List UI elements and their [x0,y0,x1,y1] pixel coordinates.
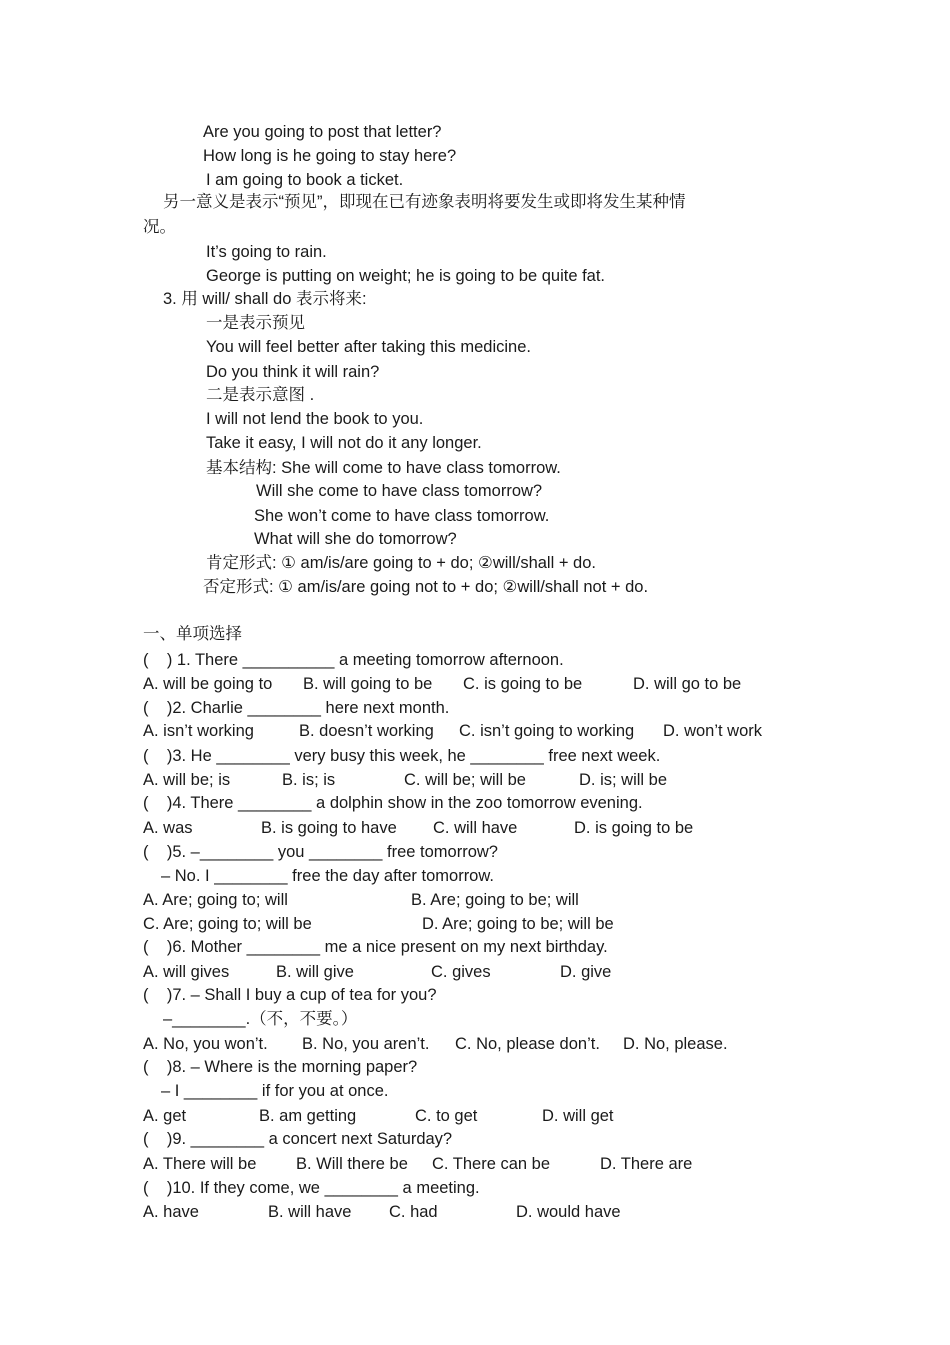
example-sentence: I am going to book a ticket. [206,171,404,189]
question-stem: ( )4. There ________ a dolphin show in the zoo tomorrow evening. [143,794,643,812]
example-sentence: How long is he going to stay here? [203,147,457,165]
question-stem: ( )6. Mother ________ me a nice present on my next birthday. [143,938,608,956]
option-d: D. will go to be [633,675,742,693]
option-c: C. gives [431,963,491,981]
answer-options [143,674,843,694]
answer-options [143,890,843,910]
option-a: A. will be going to [143,675,273,693]
question-stem-reply: –________.（不，不要。） [163,1010,358,1028]
question-stem: ( )10. If they come, we ________ a meeting. [143,1179,480,1197]
answer-options [143,962,843,982]
option-c: C. isn’t going to working [459,722,635,740]
answer-options [143,1034,843,1054]
option-d: D. won’t work [663,722,763,740]
option-c: C. had [389,1203,438,1221]
answer-options [143,1106,843,1126]
question-stem: ( )8. – Where is the morning paper? [143,1058,418,1076]
option-a: A. There will be [143,1155,257,1173]
example-sentence: Do you think it will rain? [206,363,380,381]
example-sentence: You will feel better after taking this medicine. [206,338,531,356]
option-d: D. give [560,963,612,981]
question-stem: ( )7. – Shall I buy a cup of tea for you? [143,986,437,1004]
option-b: B. will give [276,963,354,981]
answer-options [143,770,843,790]
option-c: C. Are; going to; will be [143,915,312,933]
option-b: B. Will there be [296,1155,408,1173]
option-c: C. will have [433,819,518,837]
option-c: C. There can be [432,1155,551,1173]
section-point-heading: 3. 用 will/ shall do 表示将来: [163,290,367,308]
answer-options [143,1202,843,1222]
question-stem: ( ) 1. There __________ a meeting tomorrow afternoon. [143,651,564,669]
option-b: B. will going to be [303,675,433,693]
note-text: 另一意义是表示“预见”，即现在已有迹象表明将要发生或即将发生某种情 [163,193,686,211]
option-a: A. No, you won’t. [143,1035,268,1053]
structure-line: 基本结构: She will come to have class tomorrow. [206,459,561,477]
option-d: D. would have [516,1203,621,1221]
option-b: B. is; is [282,771,336,789]
option-a: A. isn’t working [143,722,254,740]
negative-form: 否定形式: ① am/is/are going not to + do; ②will/shall not + do. [203,578,649,596]
option-a: A. get [143,1107,187,1125]
option-c: C. is going to be [463,675,583,693]
example-sentence: George is putting on weight; he is going to be quite fat. [206,267,606,285]
option-a: A. Are; going to; will [143,891,288,909]
option-b: B. No, you aren’t. [302,1035,430,1053]
sub-heading: 二是表示意图 . [206,386,315,404]
sub-heading: 一是表示预见 [206,314,305,332]
example-sentence: Take it easy, I will not do it any longer. [206,434,482,452]
question-stem: ( )5. –________ you ________ free tomorrow? [143,843,498,861]
option-d: D. is going to be [574,819,694,837]
question-stem: ( )2. Charlie ________ here next month. [143,699,450,717]
option-d: D. There are [600,1155,693,1173]
option-c: C. will be; will be [404,771,526,789]
option-c: C. No, please don’t. [455,1035,600,1053]
option-b: B. doesn’t working [299,722,434,740]
option-d: D. is; will be [579,771,668,789]
example-sentence: Are you going to post that letter? [203,123,442,141]
option-b: B. Are; going to be; will [411,891,579,909]
question-stem: ( )9. ________ a concert next Saturday? [143,1130,453,1148]
positive-form: 肯定形式: ① am/is/are going to + do; ②will/shall + do. [206,554,596,572]
option-c: C. to get [415,1107,478,1125]
option-a: A. will gives [143,963,230,981]
question-stem-reply: – I ________ if for you at once. [161,1082,389,1100]
note-text: 况。 [143,218,176,236]
option-b: B. am getting [259,1107,357,1125]
answer-options [143,721,843,741]
option-a: A. will be; is [143,771,231,789]
answer-options [143,818,843,838]
structure-line: Will she come to have class tomorrow? [256,482,543,500]
option-d: D. will get [542,1107,614,1125]
answer-options [143,1154,843,1174]
structure-line: What will she do tomorrow? [254,530,457,548]
answer-options [143,914,843,934]
option-d: D. Are; going to be; will be [422,915,614,933]
option-b: B. is going to have [261,819,397,837]
example-sentence: It’s going to rain. [206,243,327,261]
question-stem-reply: – No. I ________ free the day after tomorrow. [161,867,494,885]
structure-line: She won’t come to have class tomorrow. [254,507,550,525]
option-a: A. have [143,1203,199,1221]
option-b: B. will have [268,1203,352,1221]
example-sentence: I will not lend the book to you. [206,410,424,428]
option-a: A. was [143,819,193,837]
option-d: D. No, please. [623,1035,728,1053]
section-title: 一、单项选择 [143,625,242,643]
question-stem: ( )3. He ________ very busy this week, he ________ free next week. [143,747,661,765]
